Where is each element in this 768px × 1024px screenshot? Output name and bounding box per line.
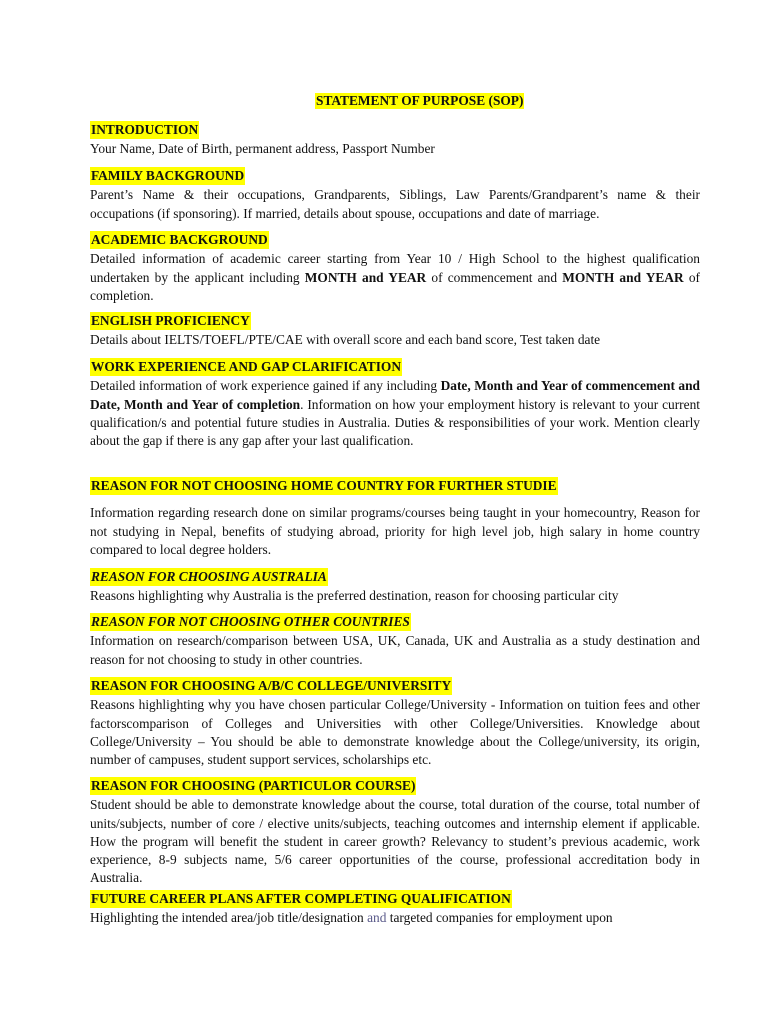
section-heading: REASON FOR NOT CHOOSING HOME COUNTRY FOR FURTHER STUDIE <box>90 477 558 495</box>
section-not-home-country <box>90 477 700 559</box>
section-text: Parent’s Name & their occupations, Grandparents, Siblings, Law Parents/Grandparent’s name & their occupations (if sponsoring). If married, details about spouse, occupations and date of marriage. <box>90 187 700 221</box>
section-text: Your Name, Date of Birth, permanent address, Passport Number <box>90 141 435 157</box>
section-choosing-course <box>90 777 700 888</box>
section-not-other-countries <box>90 613 700 669</box>
section-heading: WORK EXPERIENCE AND GAP CLARIFICATION <box>90 358 402 376</box>
section-heading: REASON FOR CHOOSING AUSTRALIA <box>90 568 328 586</box>
section-heading: FAMILY BACKGROUND <box>90 167 245 185</box>
section-heading: FUTURE CAREER PLANS AFTER COMPLETING QUALIFICATION <box>90 890 512 908</box>
section-introduction <box>90 121 700 159</box>
section-academic-background <box>90 231 700 305</box>
section-text: Information on research/comparison between USA, UK, Canada, UK and Australia as a study destination and reason for not choosing to study in other countries. <box>90 633 700 667</box>
section-choosing-australia <box>90 568 700 606</box>
document-title: STATEMENT OF PURPOSE (SOP) <box>316 93 524 108</box>
section-heading: INTRODUCTION <box>90 121 199 139</box>
section-text: Reasons highlighting why you have chosen particular College/University - Information on tuition fees and other factorscomparison of Colleges and Universities with other College/Universities. Knowledge about College/University – You should be able to demonstrate knowledge about the College/university, its origin, number of campuses, student support services, scholarships etc. <box>90 697 700 768</box>
section-text: Highlighting the intended area/job title/designation and targeted companies for employment upon <box>90 910 613 926</box>
section-english-proficiency <box>90 312 700 350</box>
section-text: Reasons highlighting why Australia is the preferred destination, reason for choosing particular city <box>90 588 619 604</box>
section-text: Details about IELTS/TOEFL/PTE/CAE with overall score and each band score, Test taken date <box>90 332 601 348</box>
section-text: Detailed information of academic career starting from Year 10 / High School to the highest qualification undertaken by the applicant including MONTH and YEAR of commencement and MONTH and YEAR of completion. <box>90 251 700 303</box>
section-heading: ENGLISH PROFICIENCY <box>90 312 251 330</box>
section-text: Detailed information of work experience gained if any including Date, Month and Year of commencement and Date, Month and Year of completion. Information on how your employment history is relevant to your current qualification/s and potential future studies in Australia. Duties & responsibilities of your work. Mention clearly about the gap if there is any gap after your last qualification. <box>90 378 701 449</box>
section-text: Information regarding research done on similar programs/courses being taught in your homecountry, Reason for not studying in Nepal, benefits of studying abroad, priority for high level job, high salary in home country compared to local degree holders. <box>90 505 700 557</box>
section-choosing-college <box>90 677 700 769</box>
section-heading: ACADEMIC BACKGROUND <box>90 231 269 249</box>
section-text: Student should be able to demonstrate knowledge about the course, total duration of the course, total number of units/subjects, number of core / elective units/subjects, teaching outcomes and internship element if applicable. How the program will benefit the student in career growth? Relevancy to student’s previous academic, work experience, 8-9 subjects name, 5/6 career opportunities of the course, professional accreditation body in Australia. <box>90 797 700 886</box>
section-work-experience <box>90 358 700 450</box>
section-future-career <box>90 890 700 928</box>
section-family-background <box>90 167 700 223</box>
section-heading: REASON FOR CHOOSING A/B/C COLLEGE/UNIVERSITY <box>90 677 452 695</box>
section-heading: REASON FOR NOT CHOOSING OTHER COUNTRIES <box>90 613 411 631</box>
section-heading: REASON FOR CHOOSING (PARTICULOR COURSE) <box>90 777 416 795</box>
